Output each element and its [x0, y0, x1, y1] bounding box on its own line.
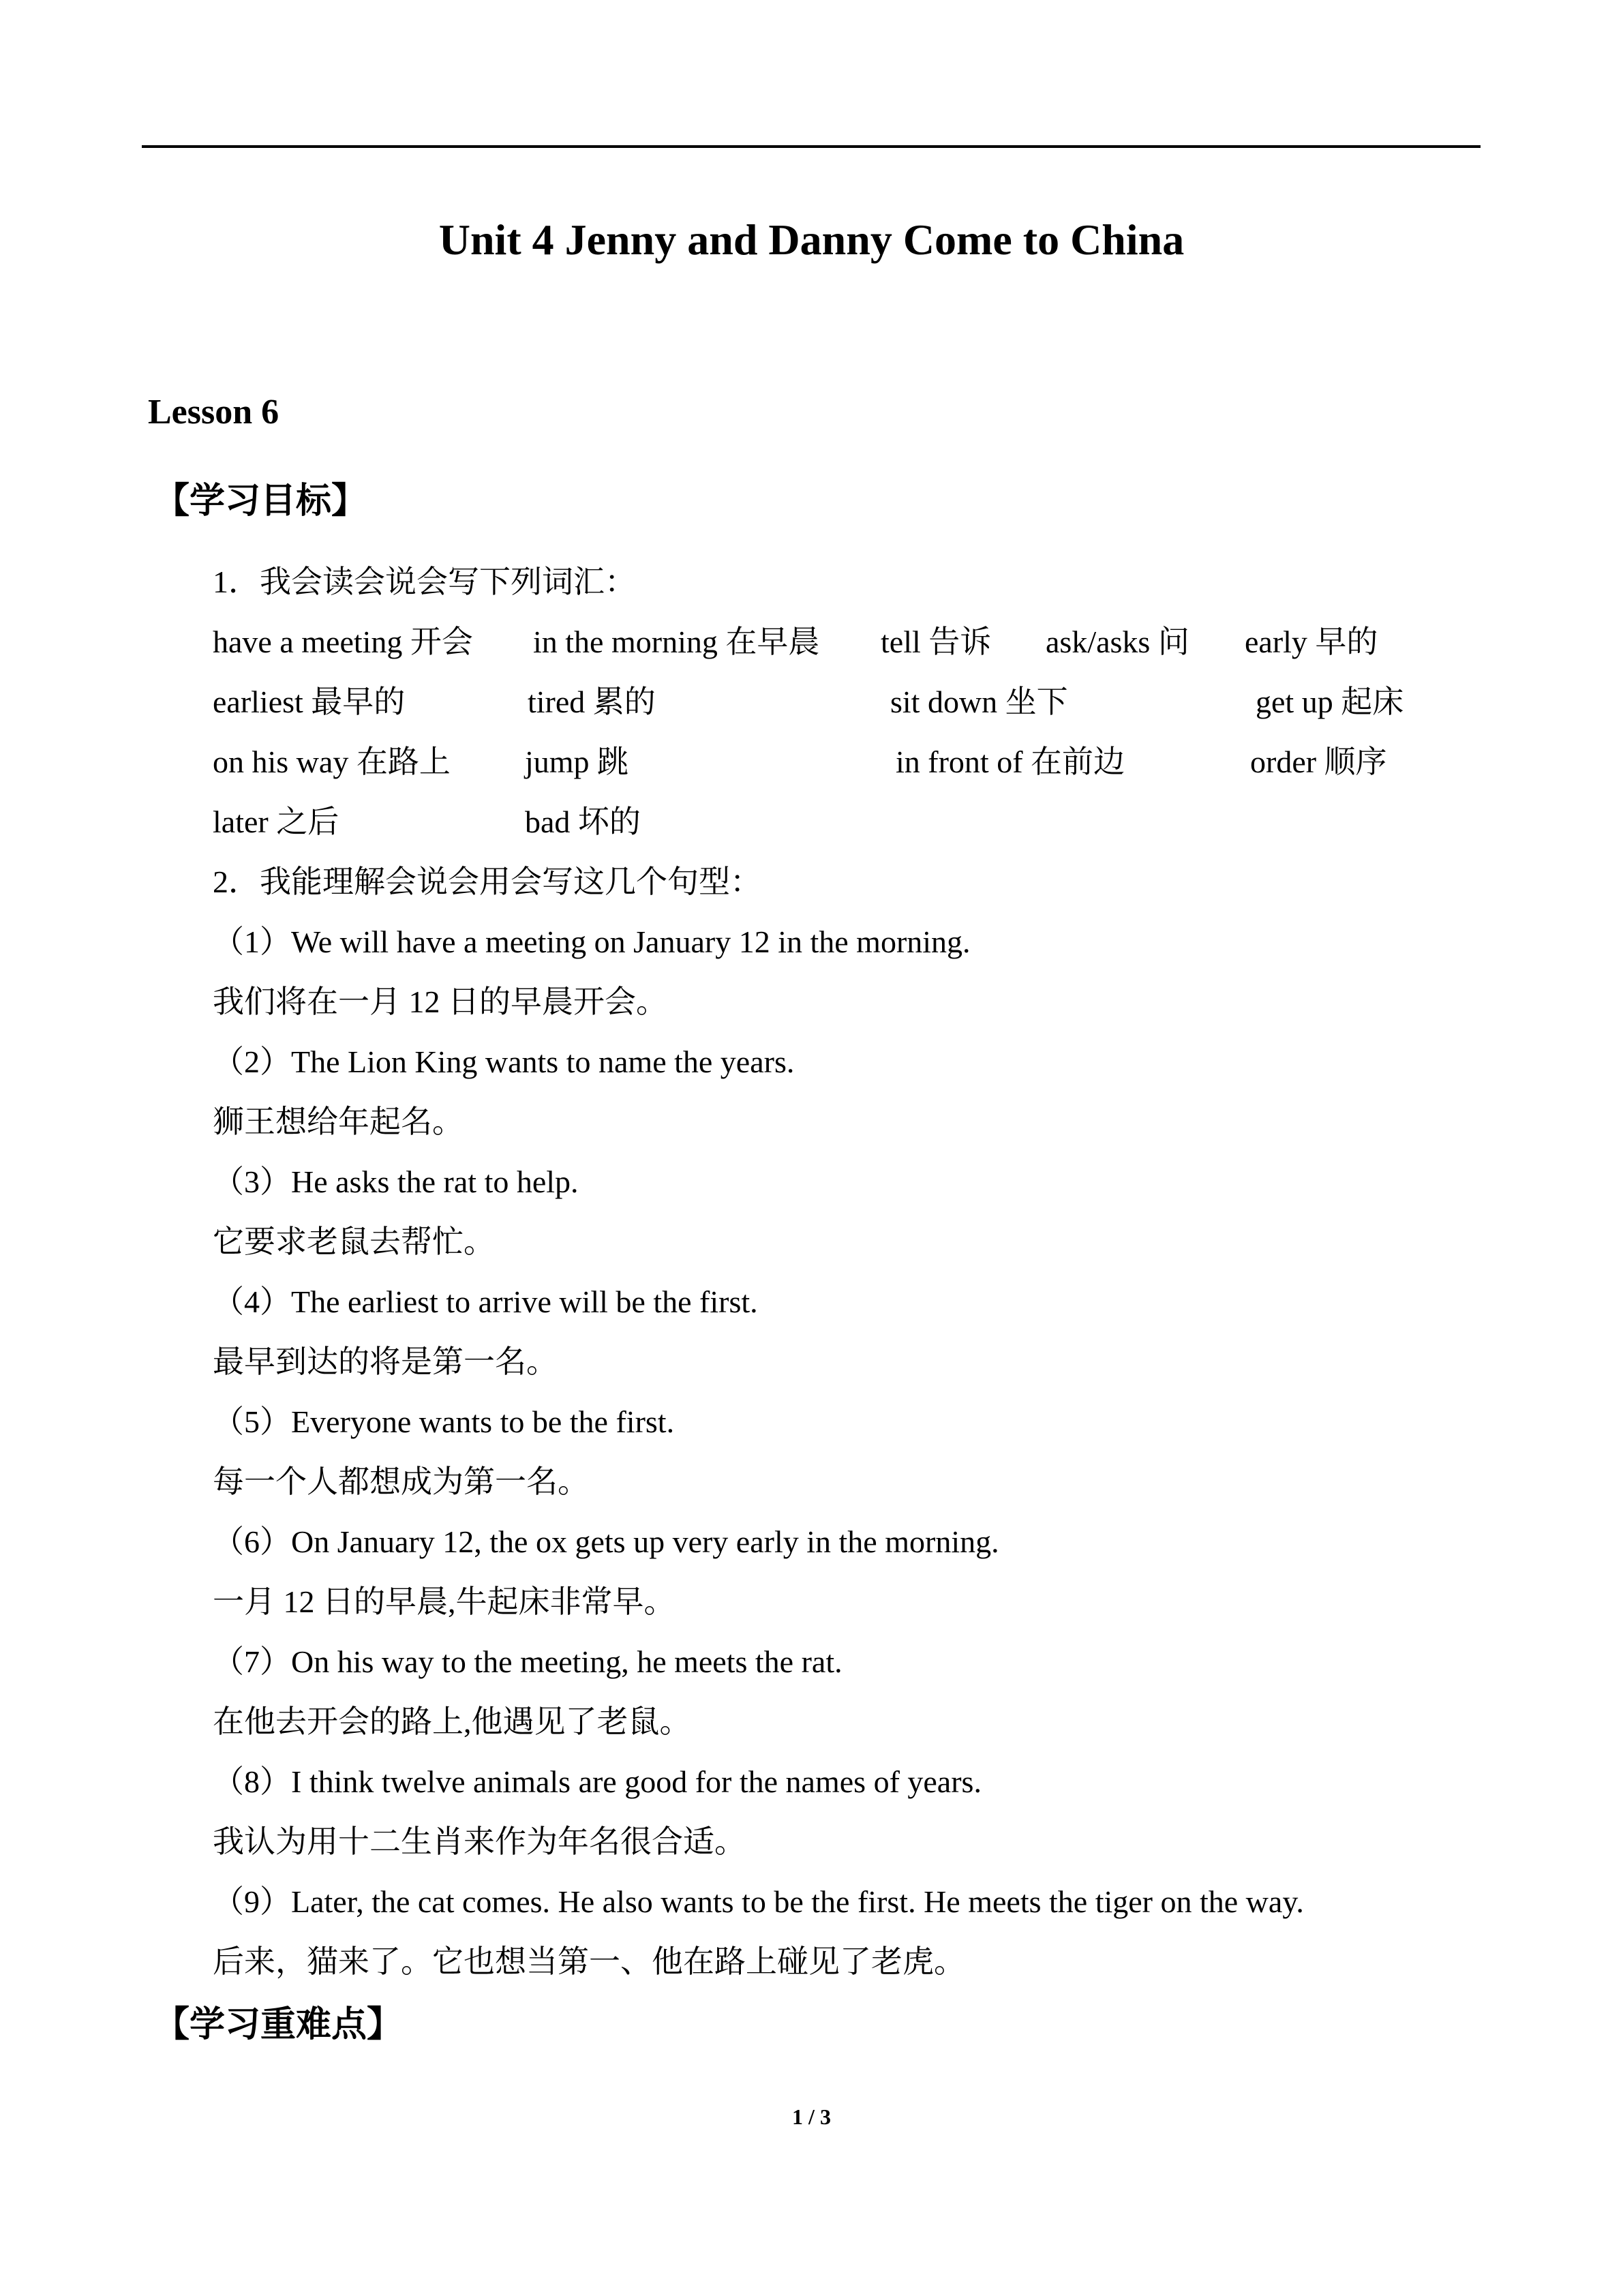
vocab-item: later 之后 [213, 804, 339, 839]
sentence-en: （6）On January 12, the ox gets up very early in the morning. [213, 1524, 999, 1559]
vocab-item: tell 告诉 [881, 624, 992, 659]
sentence-zh: 狮王想给年起名。 [213, 1104, 464, 1139]
vocab-item: earliest 最早的 [213, 684, 406, 719]
sentence-en: （8）I think twelve animals are good for the names of years. [213, 1764, 982, 1799]
sentence-en: （2）The Lion King wants to name the years. [213, 1044, 795, 1079]
header-rule [142, 145, 1481, 148]
lesson-heading: Lesson 6 [148, 393, 279, 432]
sentence-en: （4）The earliest to arrive will be the first. [213, 1284, 758, 1319]
sentence-en: （5）Everyone wants to be the first. [213, 1404, 675, 1439]
section-heading-objectives: 【学习目标】 [154, 481, 367, 522]
vocab-item: order 顺序 [1250, 744, 1387, 779]
vocab-item: in front of 在前边 [896, 744, 1125, 779]
vocab-item: jump 跳 [525, 744, 629, 779]
page-indicator: 1 / 3 [792, 2104, 831, 2129]
sentence-en: （7）On his way to the meeting, he meets the rat. [213, 1644, 843, 1679]
sentence-zh: 在他去开会的路上,他遇见了老鼠。 [213, 1704, 691, 1739]
vocab-item: sit down 坐下 [890, 684, 1068, 719]
vocab-item: in the morning 在早晨 [533, 624, 820, 659]
sentence-zh: 一月 12 日的早晨,牛起床非常早。 [213, 1584, 676, 1619]
sentence-zh: 最早到达的将是第一名。 [213, 1344, 558, 1379]
section-heading-key-points: 【学习重难点】 [154, 2004, 403, 2045]
vocab-item: get up 起床 [1256, 684, 1404, 719]
vocab-item: early 早的 [1245, 624, 1378, 659]
vocab-item: tired 累的 [528, 684, 656, 719]
document-title: Unit 4 Jenny and Danny Come to China [438, 215, 1185, 264]
vocab-item: bad 坏的 [525, 804, 641, 839]
sentence-zh: 我认为用十二生肖来作为年名很合适。 [213, 1824, 746, 1859]
vocab-item: on his way 在路上 [213, 744, 451, 779]
sentence-intro: 2．我能理解会说会用会写这几个句型： [213, 864, 761, 899]
sentence-en: （9）Later, the cat comes. He also wants to be the first. He meets the tiger on the way. [213, 1884, 1304, 1919]
vocab-item: ask/asks 问 [1046, 624, 1189, 659]
sentence-en: （3）He asks the rat to help. [213, 1164, 579, 1199]
vocab-intro: 1．我会读会说会写下列词汇： [213, 564, 636, 599]
sentence-en: （1）We will have a meeting on January 12 in the morning. [213, 924, 971, 959]
sentence-zh: 我们将在一月 12 日的早晨开会。 [213, 984, 667, 1019]
sentence-zh: 后来，猫来了。它也想当第一、他在路上碰见了老虎。 [213, 1944, 965, 1979]
sentence-zh: 每一个人都想成为第一名。 [213, 1464, 589, 1499]
sentence-zh: 它要求老鼠去帮忙。 [213, 1224, 495, 1259]
vocab-item: have a meeting 开会 [213, 624, 473, 659]
